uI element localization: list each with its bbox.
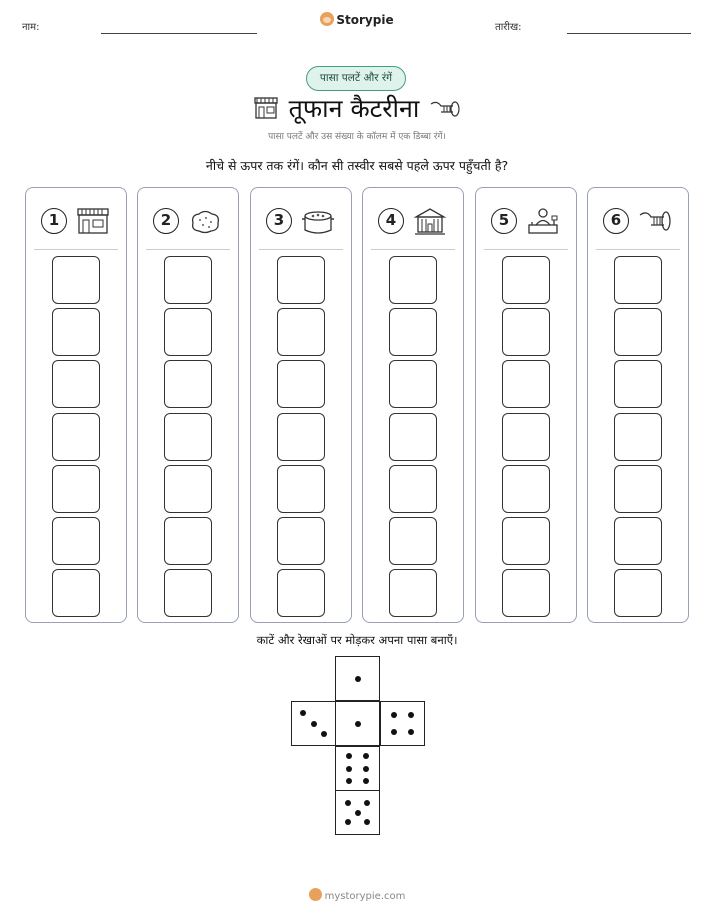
color-box[interactable] [52, 569, 100, 617]
column-divider [34, 249, 118, 250]
die-face-3 [291, 701, 336, 746]
date-label: तारीख: [495, 22, 522, 33]
column-number: 1 [41, 208, 67, 234]
color-box[interactable] [502, 517, 550, 565]
column-header [138, 202, 238, 240]
die-pip [345, 800, 351, 806]
activity-tag: पासा पलटें और रंगें [306, 66, 406, 91]
column-number: 3 [266, 208, 292, 234]
die-pip [363, 753, 369, 759]
die-pip [355, 676, 361, 682]
color-box[interactable] [389, 360, 437, 408]
color-box[interactable] [164, 256, 212, 304]
color-box[interactable] [614, 465, 662, 513]
color-box[interactable] [502, 308, 550, 356]
storefront-icon [253, 96, 279, 120]
die-face-6 [335, 746, 380, 791]
die-pip [346, 778, 352, 784]
color-box[interactable] [277, 517, 325, 565]
column-divider [484, 249, 568, 250]
column-header [251, 202, 351, 240]
column-divider [259, 249, 343, 250]
column-2 [137, 187, 239, 623]
color-box[interactable] [614, 517, 662, 565]
subtitle: पासा पलटें और उस संख्या के कॉलम में एक डिब्बा रंगें। [268, 132, 446, 142]
die-pip [408, 712, 414, 718]
die-face-5 [335, 790, 380, 835]
cut-instruction: काटें और रेखाओं पर मोड़कर अपना पासा बनाएँ। [256, 633, 458, 647]
column-divider [146, 249, 230, 250]
color-box[interactable] [164, 360, 212, 408]
column-number: 5 [491, 208, 517, 234]
color-box[interactable] [502, 413, 550, 461]
brand-name: Storypie [336, 13, 394, 27]
color-box[interactable] [52, 360, 100, 408]
color-box[interactable] [277, 308, 325, 356]
brand-logo [0, 12, 714, 27]
bear-logo-icon [320, 12, 334, 26]
color-box[interactable] [389, 517, 437, 565]
die-pip [321, 731, 327, 737]
name-line[interactable] [101, 33, 257, 34]
gumbo-pot-icon [300, 206, 336, 236]
color-box[interactable] [614, 569, 662, 617]
date-line[interactable] [567, 33, 691, 34]
color-box[interactable] [52, 517, 100, 565]
die-pip [364, 819, 370, 825]
footer [0, 888, 714, 902]
footer-url: mystorypie.com [324, 891, 406, 902]
die-pip [363, 778, 369, 784]
die-pip [345, 819, 351, 825]
color-box[interactable] [52, 413, 100, 461]
color-box[interactable] [614, 413, 662, 461]
name-label: नाम: [22, 22, 40, 33]
column-header [476, 202, 576, 240]
color-box[interactable] [164, 465, 212, 513]
die-pip [355, 810, 361, 816]
brass-band-icon [637, 206, 673, 236]
brass-band-icon [429, 98, 461, 118]
column-header [588, 202, 688, 240]
die-pip [391, 729, 397, 735]
color-box[interactable] [164, 413, 212, 461]
die-pip [346, 753, 352, 759]
column-1 [25, 187, 127, 623]
column-header [26, 202, 126, 240]
instruction: नीचे से ऊपर तक रंगें। कौन सी तस्वीर सबसे पहले ऊपर पहुँचती है? [205, 158, 509, 173]
die-face-4 [380, 701, 425, 746]
color-box[interactable] [389, 569, 437, 617]
title-row [0, 92, 714, 124]
news-anchor-icon [525, 206, 561, 236]
bear-logo-icon [309, 888, 322, 901]
die-pip [408, 729, 414, 735]
color-box[interactable] [389, 308, 437, 356]
color-box[interactable] [614, 308, 662, 356]
color-box[interactable] [502, 256, 550, 304]
color-box[interactable] [52, 465, 100, 513]
die-pip [300, 710, 306, 716]
color-box[interactable] [277, 569, 325, 617]
color-box[interactable] [502, 360, 550, 408]
die-pip [391, 712, 397, 718]
color-box[interactable] [614, 360, 662, 408]
color-box[interactable] [164, 308, 212, 356]
column-number: 2 [153, 208, 179, 234]
color-box[interactable] [389, 465, 437, 513]
color-box[interactable] [389, 413, 437, 461]
color-box[interactable] [389, 256, 437, 304]
color-box[interactable] [164, 569, 212, 617]
column-5 [475, 187, 577, 623]
color-box[interactable] [502, 569, 550, 617]
storefront-icon [75, 206, 111, 236]
column-header [363, 202, 463, 240]
color-box[interactable] [502, 465, 550, 513]
color-box[interactable] [52, 256, 100, 304]
color-box[interactable] [52, 308, 100, 356]
school-building-icon [412, 206, 448, 236]
column-number: 6 [603, 208, 629, 234]
column-divider [371, 249, 455, 250]
column-divider [596, 249, 680, 250]
die-pip [363, 766, 369, 772]
die-face-1 [335, 701, 380, 746]
die-pip [364, 800, 370, 806]
column-4 [362, 187, 464, 623]
color-box[interactable] [277, 360, 325, 408]
biscuit-icon [187, 206, 223, 236]
color-box[interactable] [277, 256, 325, 304]
die-pip [311, 721, 317, 727]
column-6 [587, 187, 689, 623]
color-box[interactable] [164, 517, 212, 565]
die-pip [355, 721, 361, 727]
color-box[interactable] [277, 465, 325, 513]
column-3 [250, 187, 352, 623]
die-pip [346, 766, 352, 772]
page-title: तूफान कैटरीना [288, 94, 420, 123]
column-number: 4 [378, 208, 404, 234]
color-box[interactable] [277, 413, 325, 461]
die-face-1 [335, 656, 380, 701]
color-box[interactable] [614, 256, 662, 304]
